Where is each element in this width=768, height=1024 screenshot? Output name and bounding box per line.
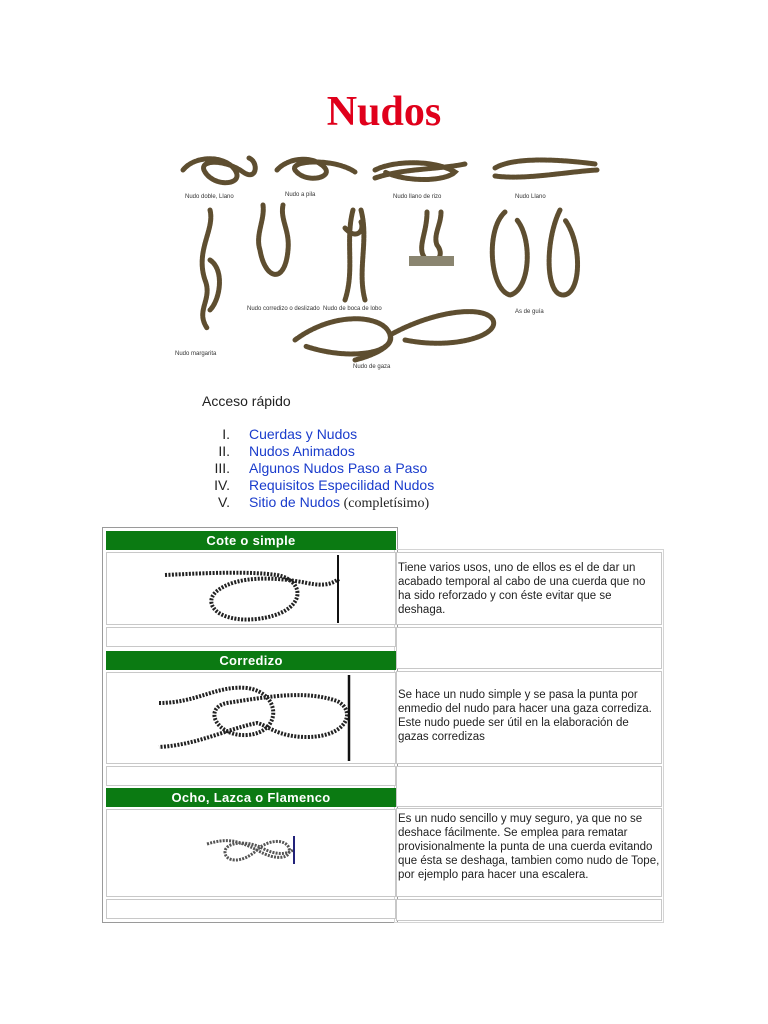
knot-header-corredizo: Corredizo: [106, 651, 396, 670]
cote-rope: [165, 573, 339, 620]
caption-3: Nudo llano de rizo: [393, 194, 442, 200]
toc-item: [196, 443, 434, 460]
knots-illustration-svg: [165, 150, 605, 380]
corredizo-rope: [159, 688, 347, 747]
corredizo-knot-drawing: [107, 673, 397, 765]
knot-image-cell-corredizo: [106, 672, 396, 764]
knot-11: [295, 312, 494, 360]
empty-cell: [106, 627, 396, 647]
quick-access-heading: Acceso rápido: [202, 393, 291, 409]
page-title: Nudos: [326, 89, 442, 135]
knot-10: [549, 210, 577, 295]
toc-number: II.: [218, 443, 230, 459]
knot-2: [277, 159, 355, 178]
toc-extra-note: (completísimo): [340, 496, 430, 511]
knot-1: [183, 158, 255, 183]
knot-desc-cell-cote: [396, 552, 662, 625]
toc-item: [196, 477, 434, 494]
empty-cell: [396, 766, 662, 807]
toc-link-animados[interactable]: Nudos Animados: [249, 443, 355, 459]
knot-board: [409, 256, 454, 266]
knot-description-cote: Tiene varios usos, uno de ellos es el de dar un acabado temporal al cabo de una cuerda que no ha sido reforzado y con éste evitar que se deshaga.: [398, 562, 646, 616]
toc-number: V.: [218, 494, 230, 510]
knot-desc-cell-corredizo: [396, 671, 662, 764]
knot-3: [375, 163, 465, 180]
toc-number: III.: [214, 460, 230, 476]
caption-1: Nudo doble, Llano: [185, 194, 234, 200]
toc-number: IV.: [214, 477, 230, 493]
empty-cell: [396, 899, 662, 921]
knot-description-ocho: Es un nudo sencillo y muy seguro, ya que no se deshace fácilmente. Se emplea para rematar provisionalmente la punta de una cuerda evitando que ésta se deshaga, tambien como nudo de Tope, por ejemplo para hacer una escalera.: [398, 813, 660, 881]
knot-4: [495, 160, 597, 177]
knot-image-cell-ocho: [106, 809, 396, 897]
knot-image-cell-cote: [106, 552, 396, 625]
empty-cell: [106, 766, 396, 786]
quick-access-list: [196, 426, 434, 511]
caption-2: Nudo a pila: [285, 192, 316, 198]
toc-item: [196, 460, 434, 477]
knot-header-ocho: Ocho, Lazca o Flamenco: [106, 788, 396, 807]
toc-link-requisitos[interactable]: Requisitos Especilidad Nudos: [249, 477, 435, 493]
caption-10: Nudo de gaza: [353, 364, 391, 370]
knot-6: [259, 205, 289, 274]
toc-item: [196, 494, 434, 511]
empty-cell: [106, 899, 396, 919]
caption-9: Nudo margarita: [175, 351, 217, 357]
toc-link-sitio[interactable]: Sitio de Nudos: [249, 494, 341, 510]
caption-7: Nudo de boca de lobo: [323, 306, 382, 312]
knot-7: [345, 210, 365, 300]
toc-link-paso-a-paso[interactable]: Algunos Nudos Paso a Paso: [249, 460, 428, 476]
toc-item: [196, 426, 434, 443]
knot-5: [202, 210, 219, 328]
caption-8: As de guía: [515, 309, 544, 315]
knot-description-corredizo: Se hace un nudo simple y se pasa la punta por enmedio del nudo para hacer una gaza corrediza. Este nudo puede ser útil en la elaboración de gazas corredizas: [398, 689, 652, 743]
knot-8: [422, 212, 441, 261]
ocho-rope: [207, 841, 293, 860]
knot-desc-cell-ocho: [396, 808, 662, 897]
toc-link-cuerdas[interactable]: Cuerdas y Nudos: [249, 426, 358, 442]
toc-number: I.: [222, 426, 230, 442]
knots-illustration: [165, 150, 605, 380]
ocho-knot-drawing: [107, 810, 397, 898]
knot-header-cote: Cote o simple: [106, 531, 396, 550]
cote-knot-drawing: [107, 553, 397, 626]
knot-9: [492, 212, 527, 295]
empty-cell: [396, 627, 662, 669]
caption-6: Nudo corredizo o deslizado: [247, 306, 320, 312]
knots-table: [102, 527, 664, 923]
caption-4: Nudo Llano: [515, 194, 546, 200]
